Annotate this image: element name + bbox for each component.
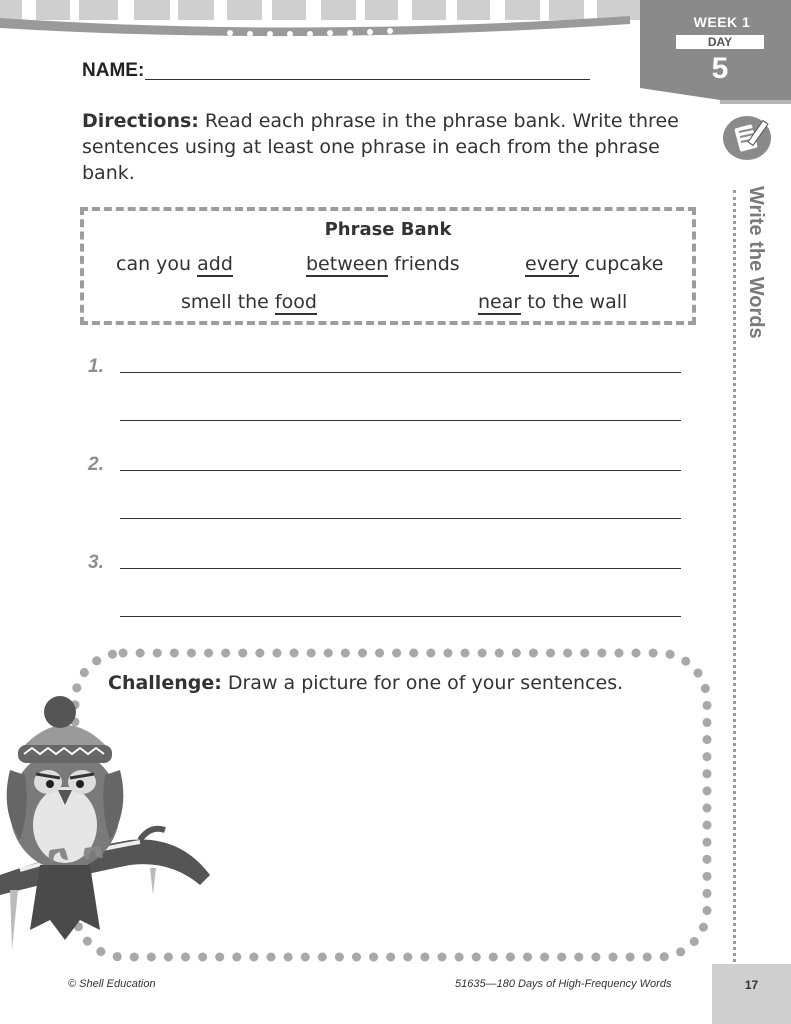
phrase-item: between friends [306,253,460,275]
sentence-1-line-1[interactable] [120,372,681,373]
directions [82,108,702,186]
sentence-number-1: 1. [88,356,104,377]
phrase-bank-title: Phrase Bank [324,219,452,240]
page-number-box [712,964,791,1024]
name-label: NAME: [82,60,145,81]
challenge-label: Challenge: [108,672,222,694]
high-frequency-word: near [478,291,522,313]
sentence-number-2: 2. [88,454,104,475]
owl-on-branch-illustration [0,690,215,980]
name-field[interactable] [145,79,590,80]
copyright: © Shell Education [68,978,156,990]
week-label: WEEK 1 [693,14,751,30]
phrase-bank [80,207,696,325]
day-label: DAY [676,35,764,49]
high-frequency-word: between [306,253,389,275]
phrase-item: near to the wall [478,291,628,313]
sentence-3-line-2[interactable] [120,616,681,617]
page-number: 17 [744,978,759,992]
sentence-3-line-1[interactable] [120,568,681,569]
challenge-text: Draw a picture for one of your sentences. [221,672,624,694]
high-frequency-word: every [525,253,579,275]
high-frequency-word: food [274,291,317,313]
day-number: 5 [711,52,729,85]
sentence-2-line-1[interactable] [120,470,681,471]
section-title-vertical: Write the Words [745,186,767,339]
pencil-paper-icon [717,112,777,164]
high-frequency-word: add [197,253,233,275]
directions-text: Read each phrase in the phrase bank. Write three sentences using at least one phrase in each from the phrase bank. [82,110,679,184]
sentence-number-3: 3. [88,552,104,573]
phrase-item: smell the food [181,291,317,313]
sentence-2-line-2[interactable] [120,518,681,519]
phrase-item: every cupcake [525,253,664,275]
directions-label: Directions: [82,110,199,132]
side-dotted-rule [733,190,736,980]
book-title: 51635—180 Days of High-Frequency Words [455,978,672,990]
sentence-1-line-2[interactable] [120,420,681,421]
phrase-item: can you add [116,253,233,275]
